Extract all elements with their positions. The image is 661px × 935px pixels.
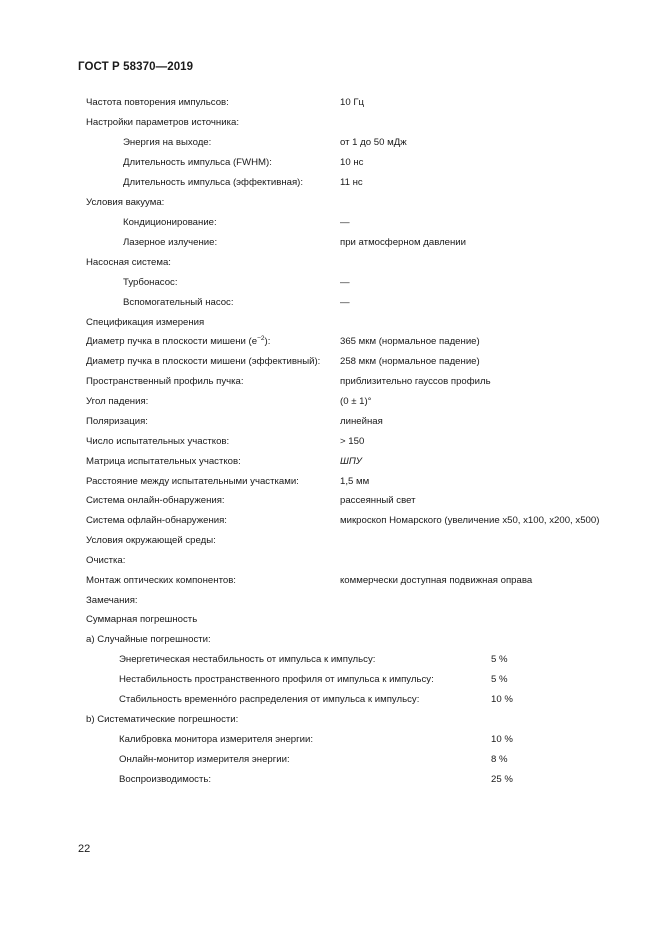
param-label: Частота повторения импульсов: [86,97,229,108]
param-value: 258 мкм (нормальное падение) [340,356,480,367]
param-value: > 150 [340,436,365,447]
param-value: 10 нс [340,157,364,168]
param-value: 365 мкм (нормальное падение) [340,336,480,347]
param-label: Длительность импульса (эффективная): [123,177,304,188]
error-label: Энергетическая нестабильность от импульса к импульсу: [119,654,376,665]
random-errors-label: a) Случайные погрешности: [86,634,211,645]
param-value [340,456,362,468]
param-label: Насосная система: [86,257,171,268]
param-label: Система онлайн-обнаружения: [86,495,225,506]
param-value: 10 Гц [340,97,365,108]
error-value: 5 % [491,654,508,665]
param-value: коммерчески доступная подвижная оправа [340,575,533,586]
param-label: Число испытательных участков: [86,436,230,447]
param-label: Система офлайн-обнаружения: [86,515,227,526]
param-label: Спецификация измерения [86,317,205,328]
param-label: Условия вакуума: [86,197,165,208]
param-value: 11 нс [340,177,363,188]
param-value: при атмосферном давлении [340,237,467,248]
param-label: Настройки параметров источника: [86,117,239,128]
param-label: Поляризация: [86,416,148,427]
document-header: ГОСТ Р 58370—2019 [78,61,194,73]
error-label: Стабильность временно́го распределения от импульса к импульсу: [119,694,420,705]
error-label: Воспроизводимость: [119,774,212,785]
param-label: Вспомогательный насос: [123,297,234,308]
param-label: Суммарная погрешность [86,614,198,625]
param-value: 1,5 мм [340,476,370,487]
label-superscript: −2 [257,335,265,342]
param-value: — [340,277,350,288]
param-label: Расстояние между испытательными участками: [86,476,299,487]
param-label: Диаметр пучка в плоскости мишени (эффективный): [86,356,321,367]
param-label: Угол падения: [86,396,149,407]
label-text: ): [264,336,271,347]
param-value: рассеянный свет [340,495,416,506]
param-label: Кондиционирование: [123,217,217,228]
error-value: 25 % [491,774,513,785]
page-number: 22 [78,843,91,855]
param-label: Лазерное излучение: [123,237,218,248]
error-label: Калибровка монитора измерителя энергии: [119,734,313,745]
param-value: — [340,217,350,228]
param-label: Пространственный профиль пучка: [86,376,244,387]
param-label: Энергия на выходе: [123,137,212,148]
param-label: Замечания: [86,595,138,606]
param-label: Монтаж оптических компонентов: [86,575,236,586]
param-label: Матрица испытательных участков: [86,456,241,467]
param-value: (0 ± 1)° [340,396,372,407]
error-value: 10 % [491,734,513,745]
error-value: 8 % [491,754,508,765]
param-value: микроскоп Номарского (увеличение x50, x100, x200, x500) [340,515,600,526]
param-label: Условия окружающей среды: [86,535,216,546]
param-label: Турбонасос: [123,277,178,288]
error-value: 10 % [491,694,513,705]
param-value: — [340,297,350,308]
param-label [86,336,270,348]
value-italic: ШПУ [340,456,362,467]
error-value: 5 % [491,674,508,685]
error-label: Нестабильность пространственного профиля от импульса к импульсу: [119,674,434,685]
error-label: Онлайн-монитор измерителя энергии: [119,754,290,765]
param-value: от 1 до 50 мДж [340,137,407,148]
param-label: Очистка: [86,555,126,566]
label-text: Диаметр пучка в плоскости мишени (e [86,336,258,347]
param-value: приблизительно гауссов профиль [340,376,491,387]
param-label: Длительность импульса (FWHM): [123,157,272,168]
param-value: линейная [340,416,383,427]
systematic-errors-label: b) Систематические погрешности: [86,714,239,725]
